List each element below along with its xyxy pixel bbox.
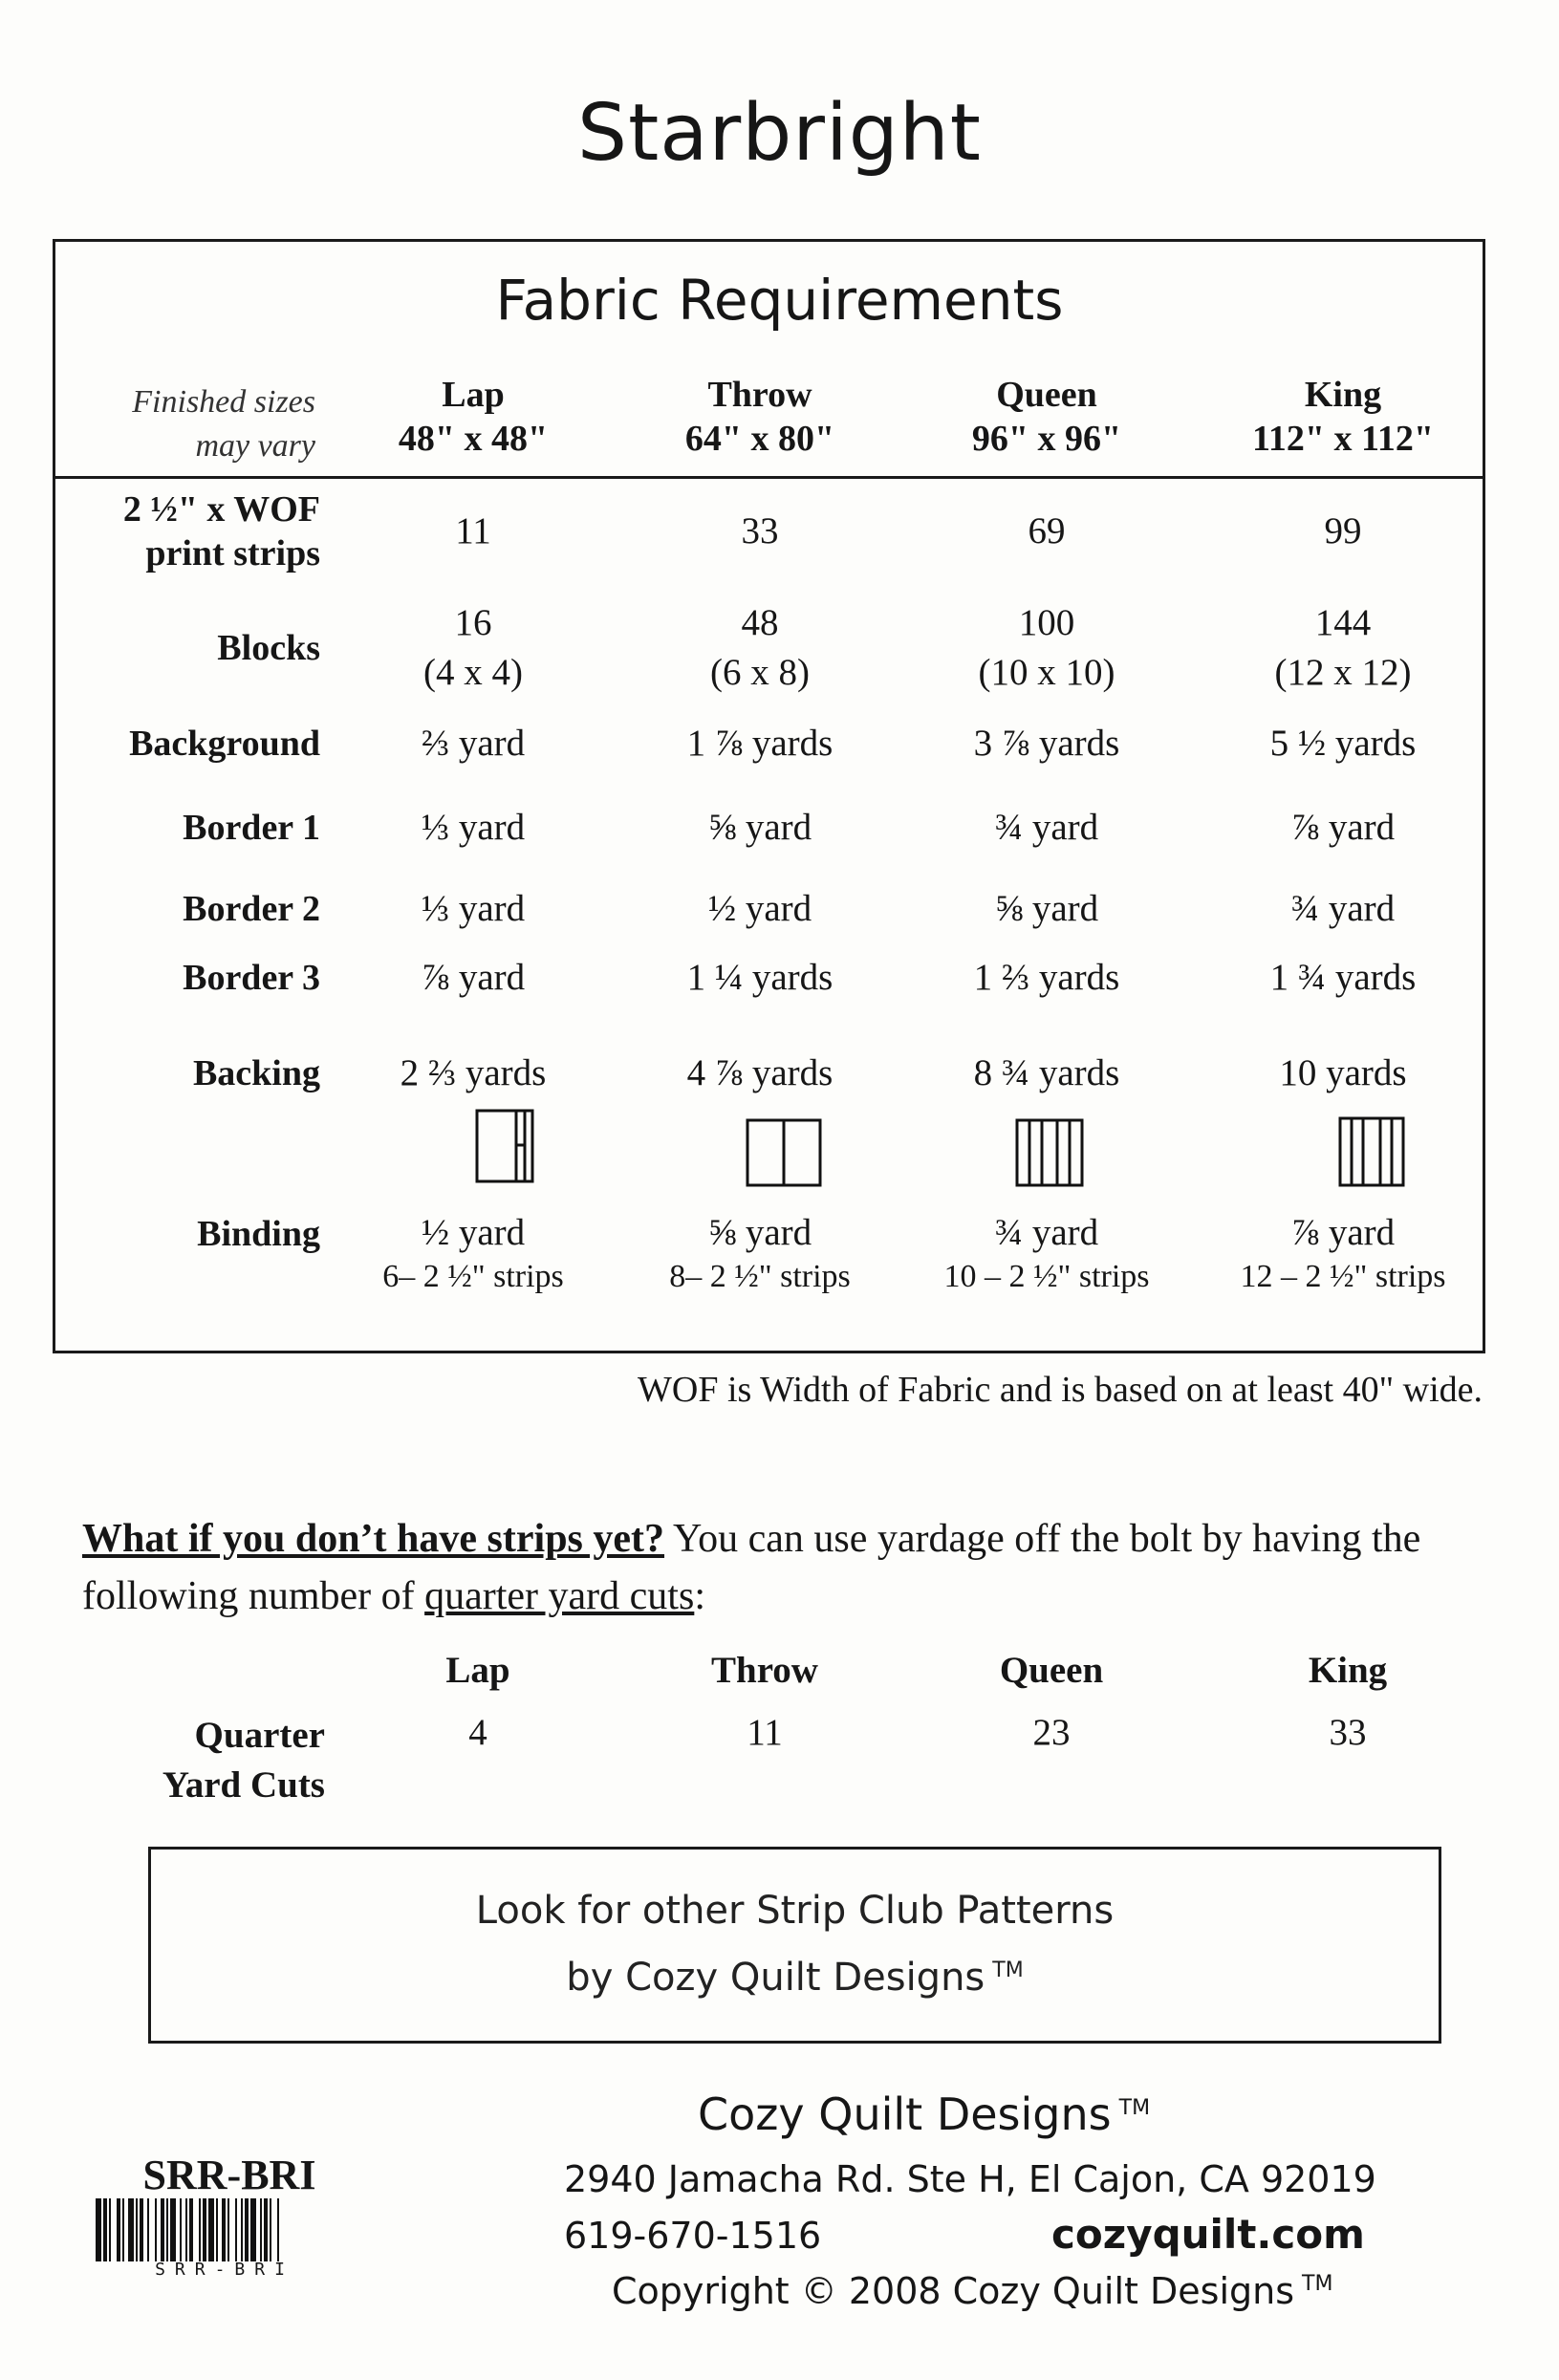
header-divider bbox=[53, 476, 1485, 479]
binding-strips: 6– 2 ½" strips bbox=[382, 1259, 564, 1294]
cell-blocks-lap bbox=[330, 598, 617, 698]
copyright-notice bbox=[612, 2270, 1332, 2312]
cell-blocks-queen bbox=[903, 598, 1190, 698]
quarter-yard-cuts-label bbox=[57, 1711, 325, 1810]
cell-binding-lap bbox=[330, 1208, 617, 1296]
column-size: 96" x 96" bbox=[971, 419, 1122, 459]
cell-border1-lap: ⅓ yard bbox=[421, 807, 526, 848]
cell-border1-throw: ⅝ yard bbox=[707, 807, 812, 848]
backing-queen-icon bbox=[1015, 1118, 1084, 1187]
block-grid: (4 x 4) bbox=[423, 652, 523, 693]
row-label-border-1: Border 1 bbox=[183, 808, 320, 848]
cell-border1-king: ⅞ yard bbox=[1290, 807, 1396, 848]
block-count: 144 bbox=[1314, 602, 1372, 643]
column-name: Throw bbox=[707, 375, 812, 415]
label-line: 2 ½" x WOF bbox=[122, 489, 320, 530]
cell-binding-throw bbox=[617, 1208, 903, 1296]
cell-border2-queen: ⅝ yard bbox=[994, 888, 1099, 929]
what-if-colon: : bbox=[694, 1574, 705, 1618]
what-if-text: You can use yardage off the bolt by having the following number of bbox=[82, 1517, 1421, 1618]
cell-backing-queen: 8 ¾ yards bbox=[973, 1052, 1120, 1093]
qyc-value-queen: 23 bbox=[1032, 1712, 1071, 1753]
column-size: 48" x 48" bbox=[398, 419, 549, 459]
cell-backing-throw: 4 ⅞ yards bbox=[686, 1052, 834, 1093]
cell-strips-queen: 69 bbox=[1028, 510, 1066, 552]
block-grid: (12 x 12) bbox=[1274, 652, 1412, 693]
row-label-backing: Backing bbox=[192, 1053, 320, 1093]
column-header-throw bbox=[621, 373, 899, 461]
binding-yardage: ⅞ yard bbox=[1290, 1212, 1396, 1253]
company-website-link[interactable]: cozyquilt.com bbox=[1051, 2211, 1365, 2258]
what-if-paragraph bbox=[82, 1510, 1497, 1625]
cell-border3-queen: 1 ⅔ yards bbox=[973, 957, 1120, 998]
copyright-text: Copyright © 2008 Cozy Quilt Designs bbox=[612, 2270, 1295, 2312]
cell-binding-king bbox=[1200, 1208, 1486, 1296]
trademark-mark: TM bbox=[992, 1958, 1024, 1982]
promo-line-1: Look for other Strip Club Patterns bbox=[475, 1889, 1115, 1933]
cell-background-lap: ⅔ yard bbox=[421, 723, 526, 764]
binding-strips: 12 – 2 ½" strips bbox=[1240, 1259, 1446, 1294]
cell-border3-lap: ⅞ yard bbox=[421, 957, 526, 998]
fabric-requirements-heading: Fabric Requirements bbox=[495, 268, 1064, 333]
promo-text: by Cozy Quilt Designs bbox=[566, 1956, 985, 2000]
cell-background-queen: 3 ⅞ yards bbox=[973, 723, 1120, 764]
qyc-column-queen: Queen bbox=[999, 1650, 1104, 1691]
cell-backing-lap: 2 ⅔ yards bbox=[400, 1052, 547, 1093]
what-if-question: What if you don’t have strips yet? bbox=[82, 1517, 665, 1561]
label-line: Quarter bbox=[194, 1715, 325, 1756]
cell-border1-queen: ¾ yard bbox=[994, 807, 1099, 848]
qyc-column-king: King bbox=[1308, 1650, 1388, 1691]
row-label-border-3: Border 3 bbox=[183, 958, 320, 998]
company-phone: 619-670-1516 bbox=[564, 2215, 822, 2257]
qyc-value-lap: 4 bbox=[468, 1712, 487, 1753]
column-header-king bbox=[1204, 373, 1482, 461]
qyc-column-lap: Lap bbox=[445, 1650, 510, 1691]
block-count: 16 bbox=[454, 602, 492, 643]
promo-line-2 bbox=[148, 1956, 1441, 2000]
binding-yardage: ½ yard bbox=[421, 1212, 526, 1253]
cell-border2-throw: ½ yard bbox=[707, 888, 812, 929]
row-label-strips bbox=[33, 487, 320, 575]
cell-border2-king: ¾ yard bbox=[1290, 888, 1396, 929]
row-label-binding: Binding bbox=[197, 1214, 320, 1254]
cell-backing-king: 10 yards bbox=[1279, 1052, 1407, 1093]
binding-yardage: ⅝ yard bbox=[707, 1212, 812, 1253]
block-grid: (6 x 8) bbox=[710, 652, 810, 693]
cell-blocks-king bbox=[1200, 598, 1486, 698]
label-line: Yard Cuts bbox=[162, 1764, 325, 1806]
backing-throw-icon bbox=[746, 1118, 822, 1187]
cell-strips-king: 99 bbox=[1324, 510, 1362, 552]
cell-blocks-throw bbox=[617, 598, 903, 698]
cell-strips-throw: 33 bbox=[741, 510, 779, 552]
backing-king-icon bbox=[1338, 1116, 1405, 1187]
qyc-column-throw: Throw bbox=[711, 1650, 818, 1691]
wof-note: WOF is Width of Fabric and is based on at least 40" wide. bbox=[638, 1370, 1483, 1410]
cell-border3-throw: 1 ¼ yards bbox=[686, 957, 834, 998]
company-address: 2940 Jamacha Rd. Ste H, El Cajon, CA 92019 bbox=[564, 2158, 1376, 2200]
trademark-mark: TM bbox=[1118, 2095, 1151, 2120]
sku-label: SRR-BRI bbox=[142, 2152, 316, 2198]
column-name: Queen bbox=[996, 375, 1097, 415]
binding-yardage: ¾ yard bbox=[994, 1212, 1099, 1253]
cell-binding-queen bbox=[903, 1208, 1190, 1296]
column-size: 112" x 112" bbox=[1252, 419, 1434, 459]
cell-border3-king: 1 ¾ yards bbox=[1269, 957, 1417, 998]
cell-background-king: 5 ½ yards bbox=[1269, 723, 1417, 764]
promo-box bbox=[148, 1847, 1441, 2044]
column-header-lap bbox=[335, 373, 612, 461]
binding-strips: 8– 2 ½" strips bbox=[669, 1259, 851, 1294]
row-label-background: Background bbox=[129, 724, 320, 764]
trademark-mark: TM bbox=[1302, 2272, 1333, 2297]
block-grid: (10 x 10) bbox=[978, 652, 1115, 693]
binding-strips: 10 – 2 ½" strips bbox=[943, 1259, 1150, 1294]
column-size: 64" x 80" bbox=[684, 419, 835, 459]
cell-border2-lap: ⅓ yard bbox=[421, 888, 526, 929]
may-vary-note: may vary bbox=[195, 428, 315, 464]
cell-strips-lap: 11 bbox=[455, 510, 491, 552]
row-label-border-2: Border 2 bbox=[183, 889, 320, 929]
page-title: Starbright bbox=[577, 88, 982, 179]
block-count: 48 bbox=[741, 602, 779, 643]
label-line: print strips bbox=[145, 533, 320, 573]
backing-lap-icon bbox=[475, 1109, 534, 1183]
barcode-icon bbox=[96, 2198, 354, 2261]
qyc-value-throw: 11 bbox=[747, 1712, 783, 1753]
company-name-text: Cozy Quilt Designs bbox=[698, 2088, 1112, 2140]
cell-background-throw: 1 ⅞ yards bbox=[686, 723, 834, 764]
qyc-value-king: 33 bbox=[1329, 1712, 1367, 1753]
finished-sizes-note: Finished sizes bbox=[132, 384, 315, 420]
company-name bbox=[698, 2088, 1150, 2140]
column-name: King bbox=[1304, 375, 1382, 415]
column-header-queen bbox=[908, 373, 1185, 461]
column-name: Lap bbox=[442, 375, 505, 415]
row-label-blocks: Blocks bbox=[217, 628, 320, 668]
quarter-yard-cuts-underlined: quarter yard cuts bbox=[424, 1574, 695, 1618]
block-count: 100 bbox=[1018, 602, 1075, 643]
barcode-text: SRR-BRI bbox=[155, 2260, 294, 2280]
